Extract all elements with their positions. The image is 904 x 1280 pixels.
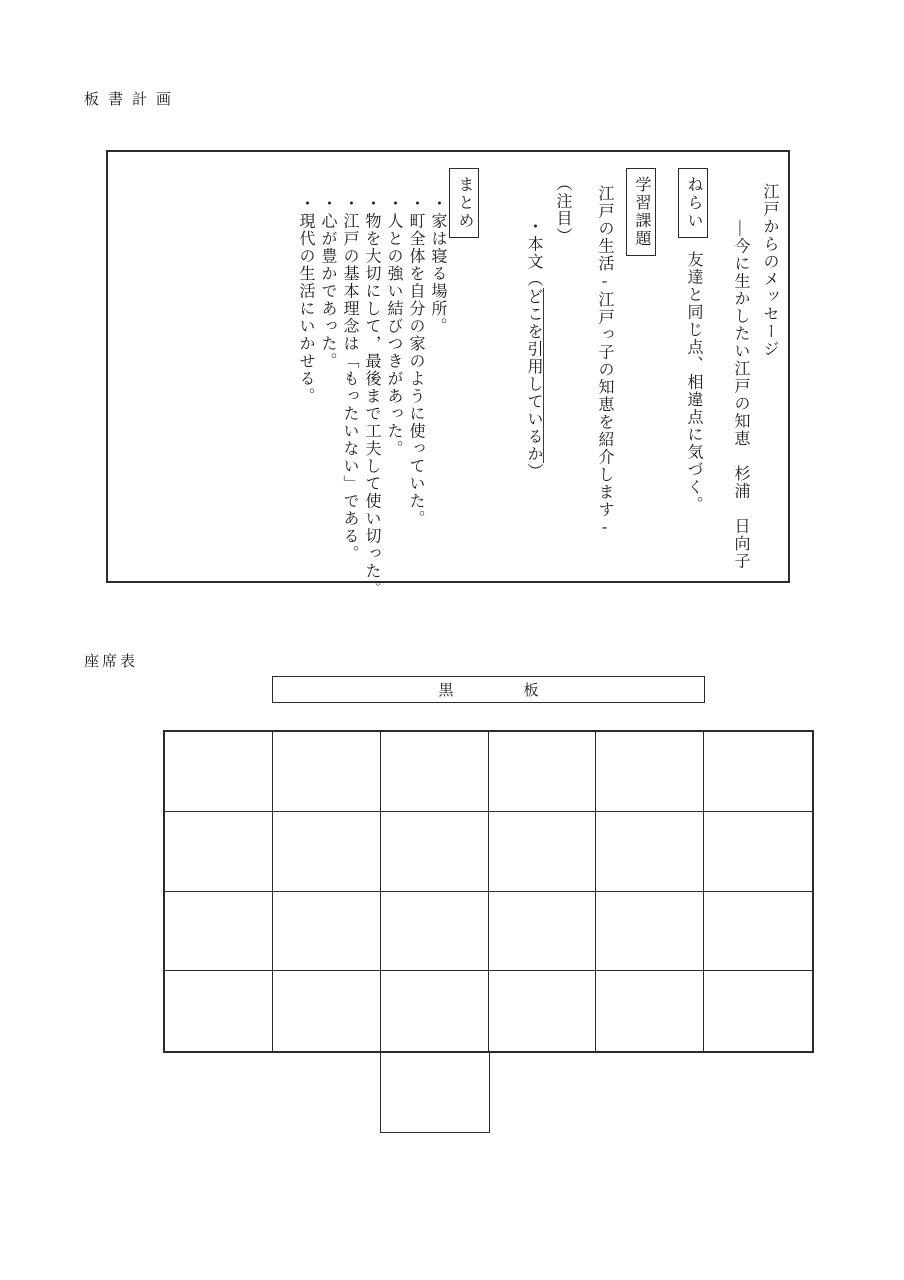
task-section-label — [626, 168, 656, 573]
seat-cell — [273, 971, 381, 1051]
seat-cell — [704, 971, 812, 1051]
summary-section-label — [449, 168, 479, 573]
aim-text: 友達と同じ点、相違点に気づく。 — [685, 251, 702, 514]
blackboard-char: 黒 — [438, 683, 454, 699]
seat-cell — [596, 812, 704, 892]
note-suffix: ） — [525, 463, 542, 481]
task-dash: - — [596, 272, 613, 291]
summary-item: ・家は寝る場所。 — [429, 195, 446, 335]
board-vertical-text — [108, 152, 788, 598]
summary-item: ・物を大切にして，最後まで工夫して使い切った。 — [363, 195, 380, 598]
seat-cell — [273, 732, 381, 812]
board-plan-label: 板書計画 — [84, 92, 181, 108]
blackboard-box — [272, 676, 705, 703]
seat-cell — [489, 732, 597, 812]
seat-cell — [704, 892, 812, 972]
summary-item: ・人との強い結びつきがあった。 — [385, 195, 402, 458]
summary-item: ・町全体を自分の家のように使っていた。 — [407, 195, 424, 528]
seat-cell — [596, 971, 704, 1051]
seat-cell — [704, 812, 812, 892]
task-text-part2: 江戸っ子の知恵を紹介します — [596, 291, 613, 519]
seat-cell — [489, 971, 597, 1051]
task-text-part1: 江戸の生活 — [596, 185, 613, 273]
summary-item: ・心が豊かであった。 — [319, 195, 336, 370]
board-subtitle: ―今に生かしたい江戸の知恵 杉浦 日向子 — [732, 220, 749, 570]
board-plan-box — [106, 150, 790, 598]
seat-cell — [489, 812, 597, 892]
seat-cell — [165, 892, 273, 972]
summary-label-box: まとめ — [449, 168, 479, 238]
seat-cell — [381, 732, 489, 812]
task-text — [593, 168, 615, 573]
seat-cell — [165, 812, 273, 892]
seat-grid — [163, 730, 814, 1053]
note-heading: （注目） — [554, 175, 571, 245]
task-dash: - — [596, 518, 613, 537]
seating-chart-label: 座席表 — [84, 654, 139, 670]
seat-cell — [273, 892, 381, 972]
note-prefix: ・本文（ — [525, 218, 542, 288]
seat-cell — [704, 732, 812, 812]
seat-cell — [381, 971, 489, 1051]
summary-item: ・江戸の基本理念は「もったいない」である。 — [341, 195, 358, 563]
seat-cell — [165, 971, 273, 1051]
teacher-desk-cell — [380, 1053, 490, 1133]
board-title: 江戸からのメッセージ — [761, 183, 778, 358]
seat-cell — [381, 812, 489, 892]
aim-section — [678, 168, 708, 573]
seat-cell — [165, 732, 273, 812]
seat-cell — [381, 892, 489, 972]
note-body — [522, 168, 544, 573]
seat-cell — [596, 892, 704, 972]
seat-cell — [596, 732, 704, 812]
seat-cell — [489, 892, 597, 972]
summary-item: ・現代の生活にいかせる。 — [297, 195, 314, 405]
seat-cell — [273, 812, 381, 892]
blackboard-char: 板 — [523, 683, 539, 699]
note-underlined-text: どこを引用しているか — [525, 288, 542, 463]
aim-label-box: ねらい — [678, 168, 708, 238]
task-label-box: 学習課題 — [626, 168, 656, 256]
